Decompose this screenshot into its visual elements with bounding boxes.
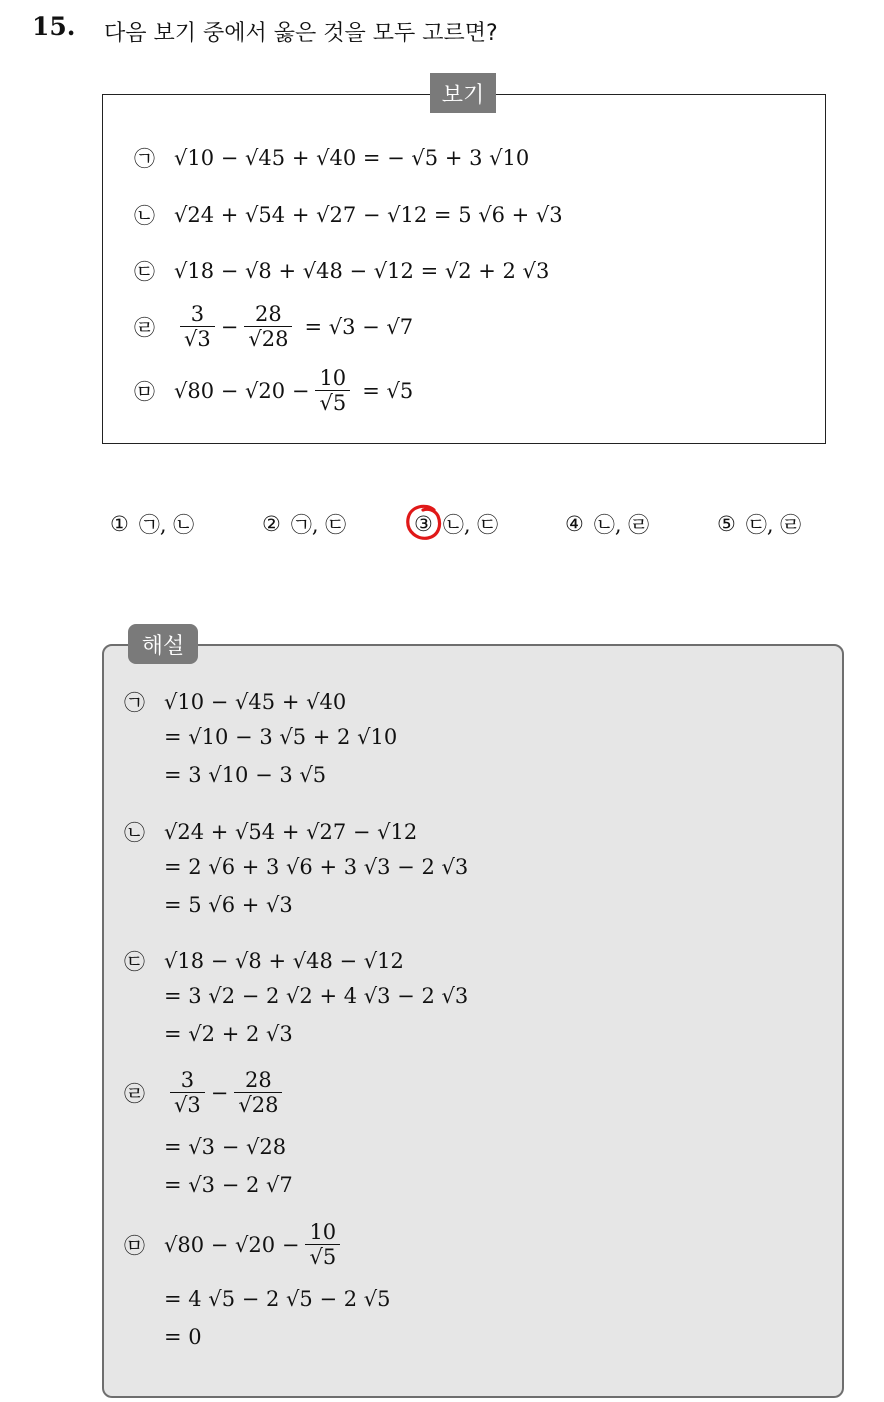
choice-number: ③ bbox=[414, 512, 433, 536]
bogi-expr: √24 + √54 + √27 − √12 = 5 √6 + √3 bbox=[174, 203, 563, 227]
choice-2[interactable] bbox=[262, 509, 346, 539]
fraction bbox=[244, 302, 292, 351]
solution-marker: ㉣ bbox=[124, 1081, 145, 1106]
solution-line: √18 − √8 + √48 − √12 bbox=[164, 949, 404, 973]
bogi-marker: ㉢ bbox=[134, 260, 155, 284]
fraction-numerator: 3 bbox=[180, 1068, 195, 1092]
solution-line: = 0 bbox=[164, 1325, 202, 1349]
solution-line: = 3 √2 − 2 √2 + 4 √3 − 2 √3 bbox=[164, 984, 469, 1008]
choice-1[interactable] bbox=[110, 509, 194, 539]
solution-marker: ㉢ bbox=[124, 950, 145, 974]
choice-text: ㉠, ㉡ bbox=[138, 513, 195, 537]
bogi-marker: ㉠ bbox=[134, 147, 155, 171]
solution-marker: ㉤ bbox=[124, 1233, 145, 1258]
choice-text: ㉢, ㉣ bbox=[745, 513, 802, 537]
solution-item-4 bbox=[124, 1068, 288, 1117]
solution-box bbox=[102, 644, 844, 1398]
bogi-expr: √18 − √8 + √48 − √12 = √2 + 2 √3 bbox=[174, 259, 550, 283]
bogi-item-4 bbox=[134, 302, 413, 351]
fraction-numerator: 28 bbox=[255, 302, 282, 326]
solution-marker: ㉠ bbox=[124, 691, 145, 715]
answer-circle-mark bbox=[404, 502, 444, 542]
solution-item-1 bbox=[124, 687, 346, 717]
solution-marker: ㉡ bbox=[124, 821, 145, 845]
solution-line: = √10 − 3 √5 + 2 √10 bbox=[164, 725, 398, 749]
solution-line: √80 − √20 − bbox=[164, 1232, 300, 1257]
solution-line: = 2 √6 + 3 √6 + 3 √3 − 2 √3 bbox=[164, 855, 469, 879]
fraction-numerator: 28 bbox=[245, 1068, 272, 1092]
solution-label: 해설 bbox=[128, 624, 198, 664]
choice-text: ㉠, ㉢ bbox=[290, 513, 347, 537]
choice-4[interactable] bbox=[565, 509, 649, 539]
bogi-expr: √80 − √20 − bbox=[174, 378, 310, 403]
solution-item-5 bbox=[124, 1220, 346, 1269]
solution-line: √10 − √45 + √40 bbox=[164, 690, 347, 714]
question-number: 15. bbox=[32, 12, 76, 41]
fraction bbox=[305, 1220, 340, 1269]
choice-number: ① bbox=[110, 512, 129, 536]
bogi-item-3 bbox=[134, 256, 549, 286]
minus-sign: − bbox=[210, 1080, 229, 1105]
bogi-item-5 bbox=[134, 366, 413, 415]
fraction-denominator: √5 bbox=[315, 390, 350, 415]
fraction-denominator: √28 bbox=[234, 1092, 282, 1117]
bogi-marker: ㉤ bbox=[134, 379, 155, 404]
choice-text: ㉡, ㉢ bbox=[442, 513, 499, 537]
bogi-expr: = √3 − √7 bbox=[304, 314, 414, 339]
bogi-item-1 bbox=[134, 143, 529, 173]
fraction bbox=[170, 1068, 205, 1117]
choice-number: ② bbox=[262, 512, 281, 536]
fraction-numerator: 3 bbox=[190, 302, 205, 326]
fraction-numerator: 10 bbox=[319, 366, 347, 390]
solution-line: = √2 + 2 √3 bbox=[164, 1022, 293, 1046]
minus-sign: − bbox=[220, 314, 239, 339]
solution-line: = 4 √5 − 2 √5 − 2 √5 bbox=[164, 1287, 391, 1311]
choice-text: ㉡, ㉣ bbox=[593, 513, 650, 537]
solution-item-3 bbox=[124, 946, 404, 976]
question-text: 다음 보기 중에서 옳은 것을 모두 고르면? bbox=[104, 21, 498, 46]
solution-item-2 bbox=[124, 817, 417, 847]
fraction bbox=[234, 1068, 282, 1117]
solution-line: √24 + √54 + √27 − √12 bbox=[164, 820, 418, 844]
solution-line: = √3 − √28 bbox=[164, 1135, 287, 1159]
bogi-item-2 bbox=[134, 200, 563, 230]
fraction-denominator: √5 bbox=[305, 1244, 340, 1269]
solution-line: = 5 √6 + √3 bbox=[164, 893, 293, 917]
solution-line: = √3 − 2 √7 bbox=[164, 1173, 293, 1197]
bogi-marker: ㉡ bbox=[134, 204, 155, 228]
fraction bbox=[180, 302, 215, 351]
solution-line: = 3 √10 − 3 √5 bbox=[164, 763, 327, 787]
bogi-expr: = √5 bbox=[362, 378, 414, 403]
fraction-denominator: √3 bbox=[170, 1092, 205, 1117]
bogi-marker: ㉣ bbox=[134, 315, 155, 340]
choice-5[interactable] bbox=[717, 509, 801, 539]
bogi-label: 보기 bbox=[430, 73, 496, 113]
bogi-expr: √10 − √45 + √40 = − √5 + 3 √10 bbox=[174, 146, 530, 170]
fraction-denominator: √28 bbox=[244, 326, 292, 351]
fraction bbox=[315, 366, 350, 415]
fraction-denominator: √3 bbox=[180, 326, 215, 351]
fraction-numerator: 10 bbox=[309, 1220, 337, 1244]
choice-number: ④ bbox=[565, 512, 584, 536]
choice-number: ⑤ bbox=[717, 512, 736, 536]
